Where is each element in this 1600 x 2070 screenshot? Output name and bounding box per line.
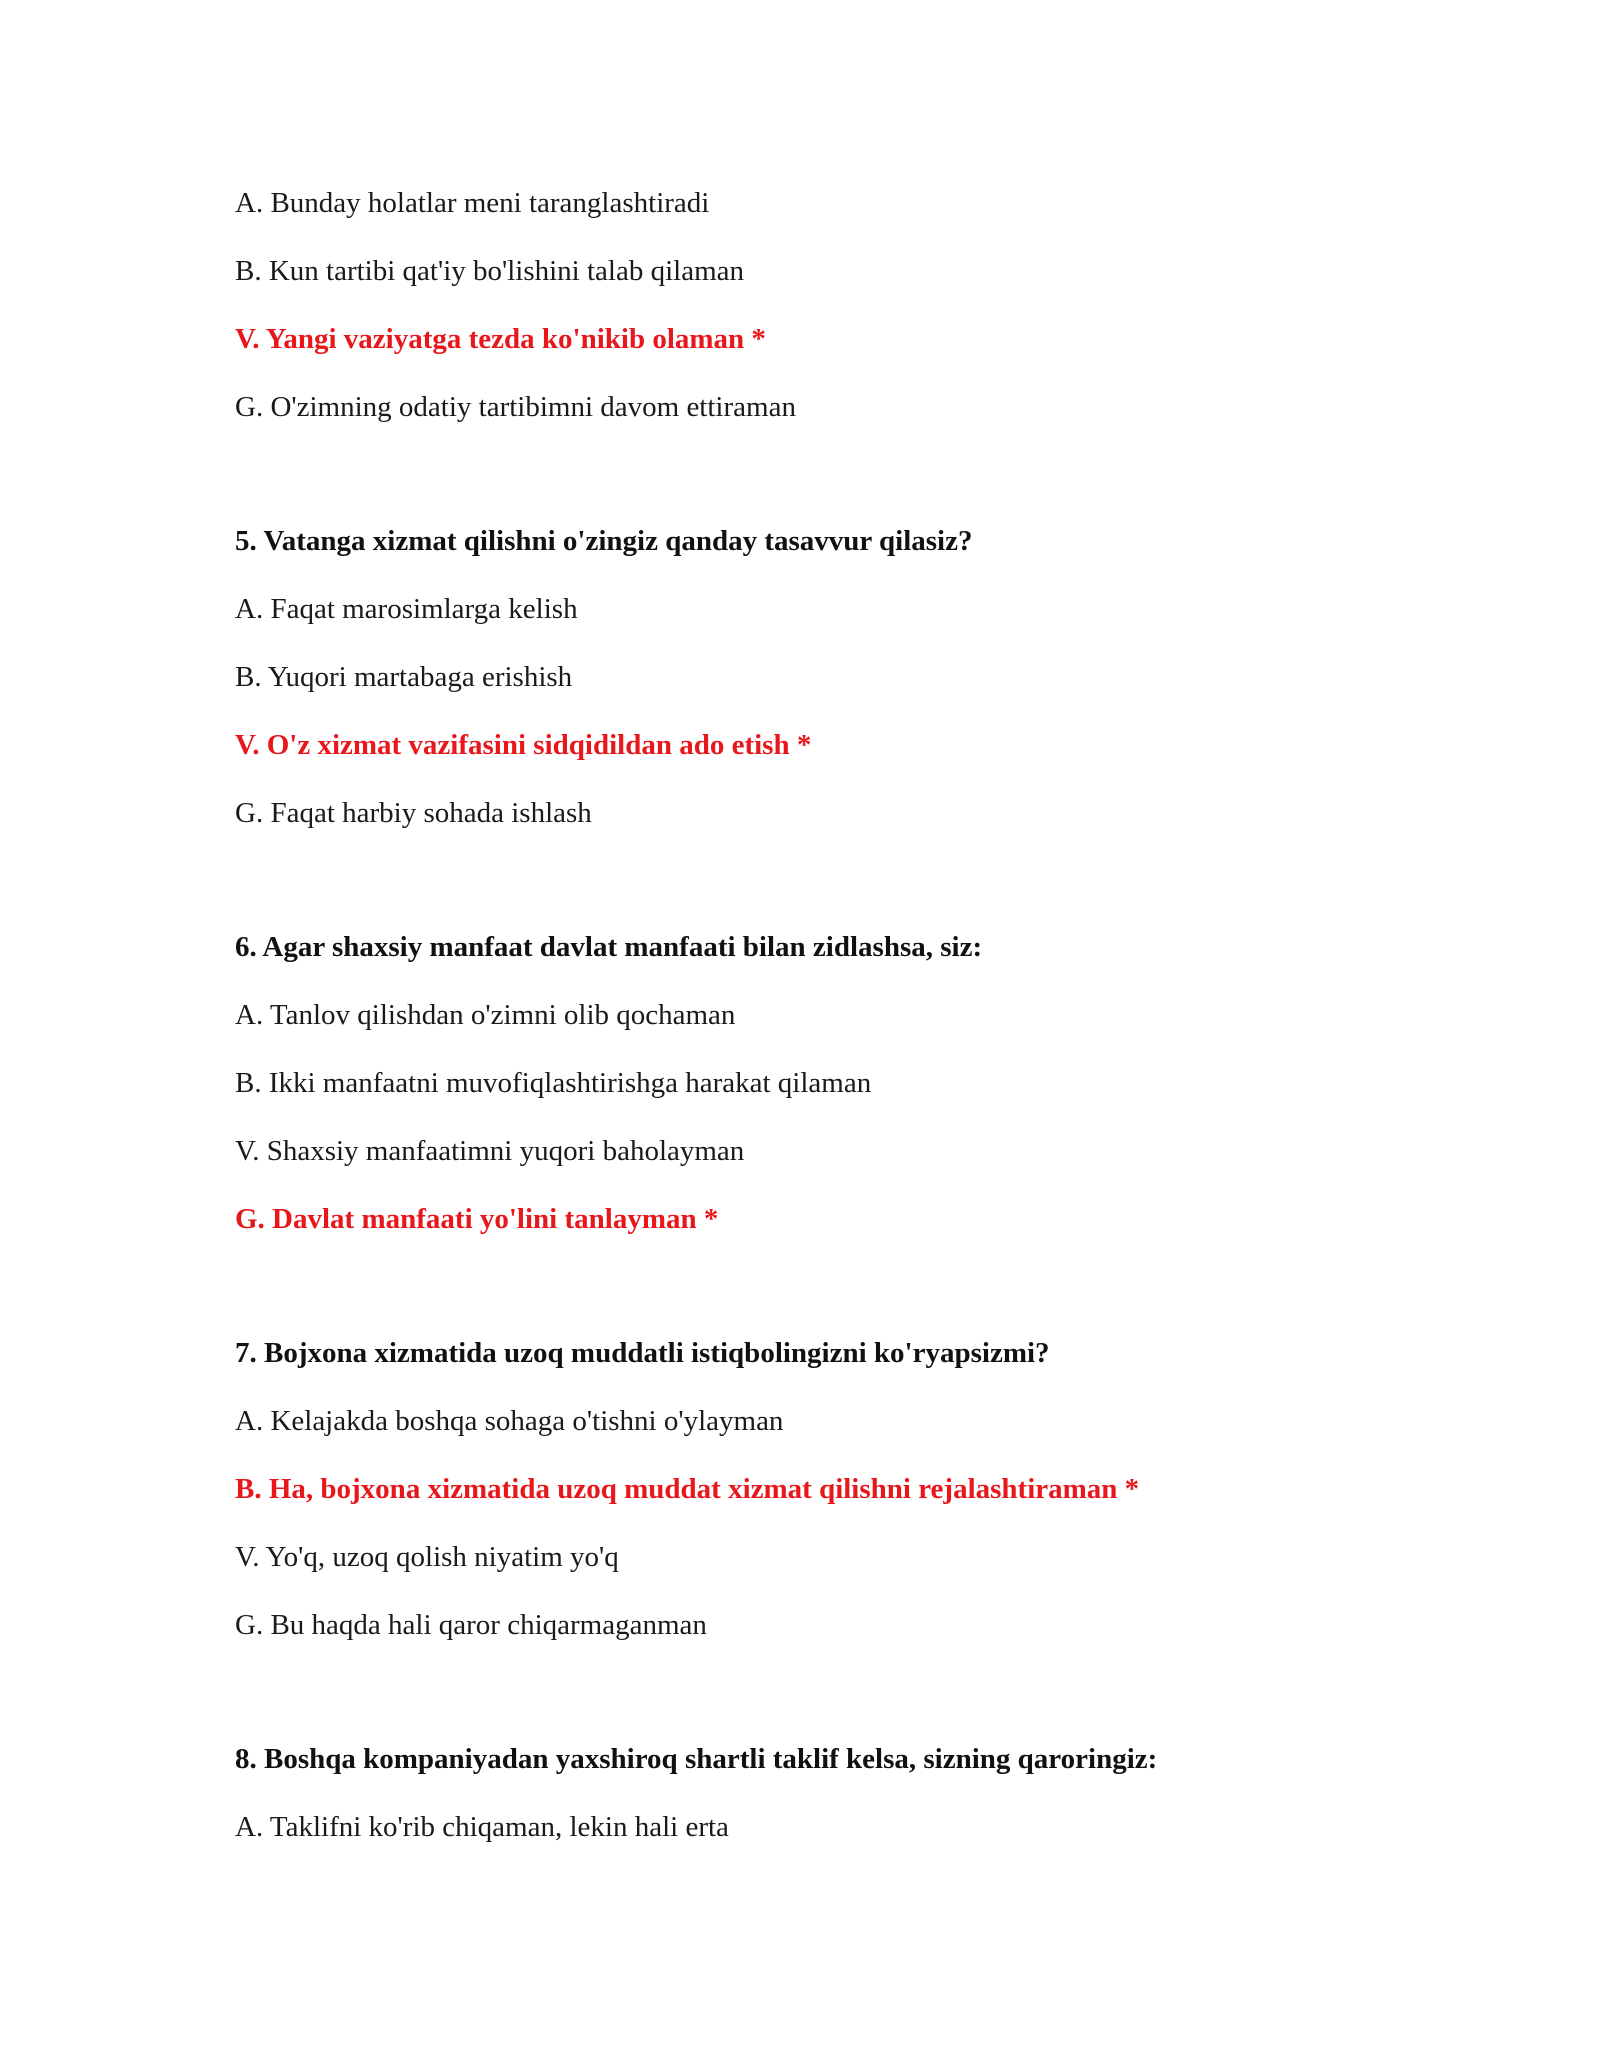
section-spacer	[235, 1676, 1415, 1742]
answer-option: G. Bu haqda hali qaror chiqarmaganman	[235, 1609, 707, 1641]
answer-option-correct: V. Yangi vaziyatga tezda ko'nikib olaman *	[235, 323, 766, 355]
answer-option: A. Bunday holatlar meni taranglashtiradi	[235, 187, 710, 219]
answer-option-correct: G. Davlat manfaati yo'lini tanlayman *	[235, 1203, 719, 1235]
section-spacer	[235, 864, 1415, 930]
answer-option: G. O'zimning odatiy tartibimni davom ettiraman	[235, 391, 796, 423]
answer-option: B. Yuqori martabaga erishish	[235, 661, 573, 693]
answer-option-correct: B. Ha, bojxona xizmatida uzoq muddat xizmat qilishni rejalashtiraman *	[235, 1473, 1140, 1505]
answer-option: B. Ikki manfaatni muvofiqlashtirishga harakat qilaman	[235, 1067, 872, 1099]
answer-option: A. Faqat marosimlarga kelish	[235, 593, 578, 625]
question-heading: 6. Agar shaxsiy manfaat davlat manfaati bilan zidlashsa, siz:	[235, 931, 983, 963]
answer-option: B. Kun tartibi qat'iy bo'lishini talab qilaman	[235, 255, 745, 287]
answer-option: G. Faqat harbiy sohada ishlash	[235, 797, 592, 829]
answer-option: A. Tanlov qilishdan o'zimni olib qochaman	[235, 999, 736, 1031]
section-spacer	[235, 458, 1415, 524]
question-heading: 8. Boshqa kompaniyadan yaxshiroq shartli taklif kelsa, sizning qaroringiz:	[235, 1743, 1158, 1775]
section-spacer	[235, 1270, 1415, 1336]
answer-option: V. Shaxsiy manfaatimni yuqori baholayman	[235, 1135, 745, 1167]
question-heading: 5. Vatanga xizmat qilishni o'zingiz qanday tasavvur qilasiz?	[235, 525, 973, 557]
answer-option-correct: V. O'z xizmat vazifasini sidqidildan ado etish *	[235, 729, 812, 761]
document-page	[235, 186, 1415, 1878]
answer-option: V. Yo'q, uzoq qolish niyatim yo'q	[235, 1541, 619, 1573]
answer-option: A. Kelajakda boshqa sohaga o'tishni o'ylayman	[235, 1405, 784, 1437]
answer-option: A. Taklifni ko'rib chiqaman, lekin hali erta	[235, 1811, 729, 1843]
question-heading: 7. Bojxona xizmatida uzoq muddatli istiqbolingizni ko'ryapsizmi?	[235, 1337, 1050, 1369]
